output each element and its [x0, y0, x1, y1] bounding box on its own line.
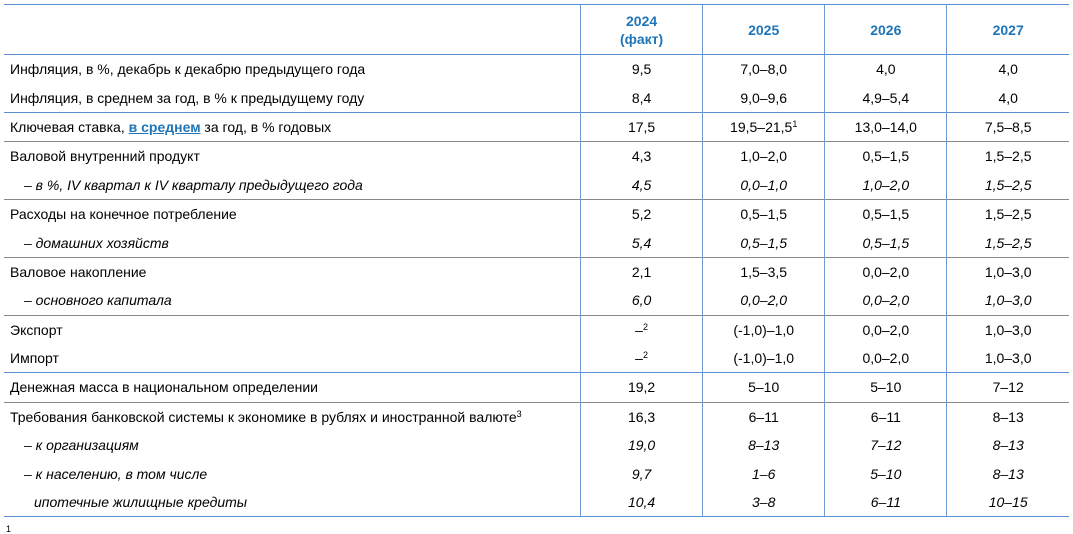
header-label-cell: [4, 5, 581, 55]
row-label: Валовой внутренний продукт: [4, 142, 581, 171]
cell-2025: 19,5–21,5$^1$: [703, 112, 825, 141]
cell-2027: 8–13: [947, 431, 1069, 459]
row-label: Ключевая ставка, в среднем за год, в % годовых: [4, 112, 581, 141]
cell-2024: 2,1: [581, 257, 703, 286]
footnote-ref: 1: [792, 118, 798, 129]
row-label: Денежная масса в национальном определении: [4, 373, 581, 402]
cell-2025: 5–10: [703, 373, 825, 402]
cell-2024: 19,2: [581, 373, 703, 402]
cell-2024: –$^2$: [581, 344, 703, 373]
cell-2025: 1–6: [703, 459, 825, 487]
cell-2024: 9,5: [581, 55, 703, 84]
cell-2027: 1,5–2,5: [947, 228, 1069, 257]
cell-2025: 1,5–3,5: [703, 257, 825, 286]
row-households: [4, 228, 1069, 257]
cell-2027: 1,0–3,0: [947, 344, 1069, 373]
cell-2026: 0,5–1,5: [825, 228, 947, 257]
cell-2024: 8,4: [581, 83, 703, 112]
cell-2025: 0,5–1,5: [703, 228, 825, 257]
cell-2025: (-1,0)–1,0: [703, 344, 825, 373]
cell-2026: 0,0–2,0: [825, 315, 947, 344]
row-inflation-avg: [4, 83, 1069, 112]
footnote-ref: 3: [516, 408, 522, 419]
cell-2027: 7–12: [947, 373, 1069, 402]
cell-2026: 1,0–2,0: [825, 171, 947, 200]
cell-2027: 1,0–3,0: [947, 257, 1069, 286]
cell-2026: 4,0: [825, 55, 947, 84]
header-year-2025: 2025: [703, 5, 825, 55]
cell-2024: 10,4: [581, 488, 703, 517]
average-link[interactable]: в среднем: [128, 118, 201, 135]
forecast-table: [4, 4, 1069, 517]
row-import: [4, 344, 1069, 373]
row-fixed-capital: [4, 286, 1069, 315]
cell-2024: –$^2$: [581, 315, 703, 344]
cell-2027: 1,5–2,5: [947, 171, 1069, 200]
row-label: Экспорт: [4, 315, 581, 344]
cell-2027: 8–13: [947, 459, 1069, 487]
row-label: – к населению, в том числе: [24, 465, 208, 482]
cell-2027: 7,5–8,5: [947, 112, 1069, 141]
row-key-rate: [4, 112, 1069, 141]
cell-2025: 7,0–8,0: [703, 55, 825, 84]
cell-2025: 3–8: [703, 488, 825, 517]
row-bank-claims: [4, 402, 1069, 431]
cell-2027: 10–15: [947, 488, 1069, 517]
header-year-2026: 2026: [825, 5, 947, 55]
cell-2025: (-1,0)–1,0: [703, 315, 825, 344]
row-inflation-dec: [4, 55, 1069, 84]
cell-2024: 5,2: [581, 199, 703, 228]
row-gross-accumulation: [4, 257, 1069, 286]
row-consumption: [4, 199, 1069, 228]
cell-2025: 8–13: [703, 431, 825, 459]
header-row: [4, 5, 1069, 55]
cell-2024: 16,3: [581, 402, 703, 431]
cell-2025: 6–11: [703, 402, 825, 431]
cell-2027: 1,0–3,0: [947, 315, 1069, 344]
row-organizations: [4, 431, 1069, 459]
row-label: – к организациям: [24, 437, 139, 454]
cell-2026: 4,9–5,4: [825, 83, 947, 112]
row-label: – основного капитала: [24, 292, 172, 309]
cell-2025: 9,0–9,6: [703, 83, 825, 112]
cell-2026: 7–12: [825, 431, 947, 459]
footnote-ref: 2: [642, 321, 648, 332]
cell-2026: 0,0–2,0: [825, 257, 947, 286]
cell-2025: 0,0–2,0: [703, 286, 825, 315]
cell-2024: 4,3: [581, 142, 703, 171]
row-mortgage: [4, 488, 1069, 517]
row-label: – домашних хозяйств: [24, 234, 169, 251]
cell-2024: 9,7: [581, 459, 703, 487]
row-population: [4, 459, 1069, 487]
row-label: Валовое накопление: [4, 257, 581, 286]
cell-2027: 4,0: [947, 55, 1069, 84]
cell-2024: 5,4: [581, 228, 703, 257]
cell-2026: 0,5–1,5: [825, 199, 947, 228]
cell-2026: 5–10: [825, 459, 947, 487]
footnote-ref: 2: [642, 350, 648, 361]
cell-2025: 1,0–2,0: [703, 142, 825, 171]
cell-2024: 17,5: [581, 112, 703, 141]
row-label: Требования банковской системы к экономике в рублях и иностранной валюте$^3$: [4, 402, 581, 431]
row-export: [4, 315, 1069, 344]
header-year-2027: 2027: [947, 5, 1069, 55]
cell-2027: 1,5–2,5: [947, 199, 1069, 228]
row-label: ипотечные жилищные кредиты: [4, 488, 581, 517]
row-label: – в %, IV квартал к IV кварталу предыдущего года: [24, 176, 363, 193]
cell-2026: 6–11: [825, 402, 947, 431]
cell-2025: 0,0–1,0: [703, 171, 825, 200]
row-label: Инфляция, в %, декабрь к декабрю предыдущего года: [10, 61, 366, 78]
cell-2027: 1,0–3,0: [947, 286, 1069, 315]
row-label: Инфляция, в среднем за год, в % к предыдущему году: [10, 89, 365, 106]
row-gdp-q4: [4, 171, 1069, 200]
cell-2024: 6,0: [581, 286, 703, 315]
cell-2026: 6–11: [825, 488, 947, 517]
cell-2026: 0,5–1,5: [825, 142, 947, 171]
cell-2027: 1,5–2,5: [947, 142, 1069, 171]
row-gdp: [4, 142, 1069, 171]
header-year-2024: 2024 (факт): [581, 5, 703, 55]
cell-2027: 4,0: [947, 83, 1069, 112]
cell-2027: 8–13: [947, 402, 1069, 431]
cell-2024: 19,0: [581, 431, 703, 459]
cell-2026: 0,0–2,0: [825, 286, 947, 315]
cell-2026: 13,0–14,0: [825, 112, 947, 141]
row-money-supply: [4, 373, 1069, 402]
footnote-marker: 1: [6, 524, 12, 534]
cell-2025: 0,5–1,5: [703, 199, 825, 228]
cell-2026: 5–10: [825, 373, 947, 402]
row-label: Импорт: [10, 350, 59, 367]
cell-2024: 4,5: [581, 171, 703, 200]
row-label: Расходы на конечное потребление: [4, 199, 581, 228]
cell-2026: 0,0–2,0: [825, 344, 947, 373]
